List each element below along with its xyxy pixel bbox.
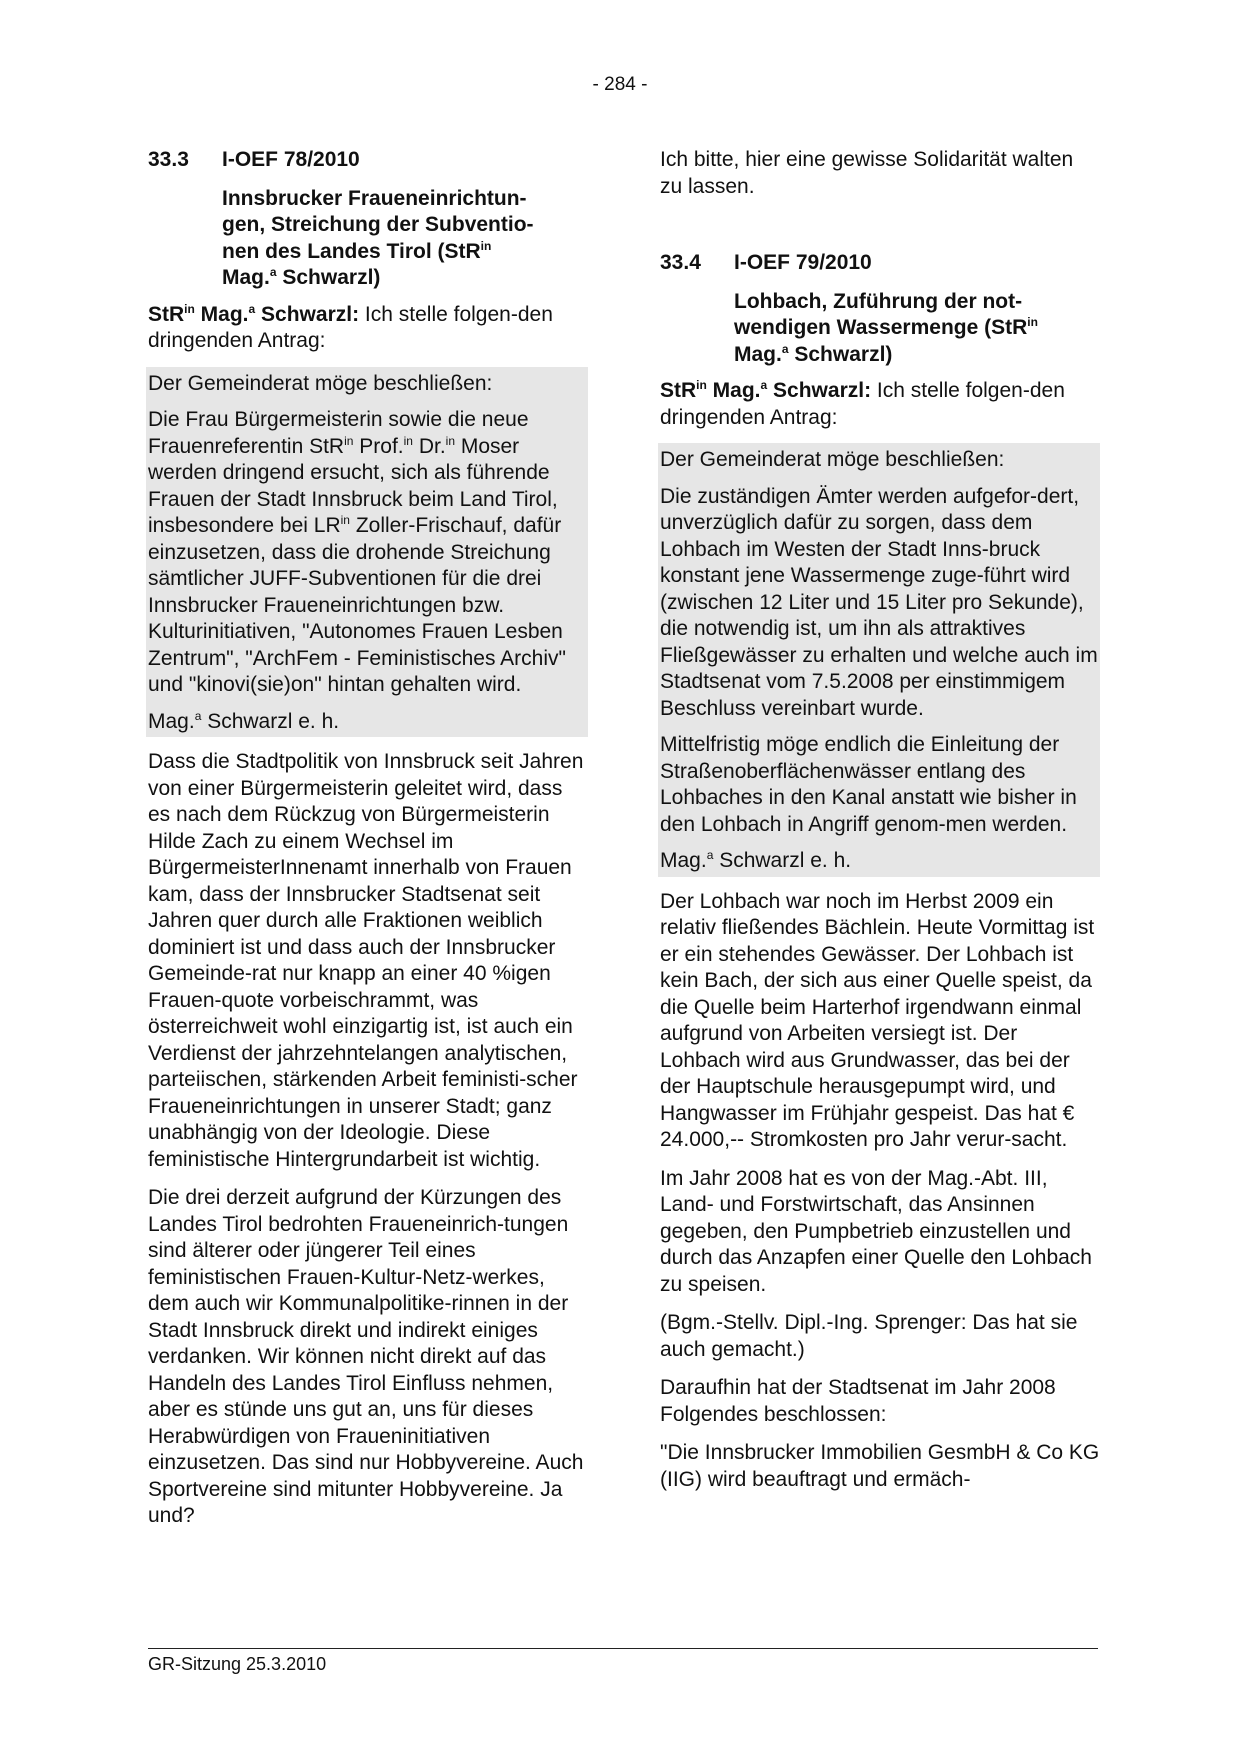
title-line: nen des Landes Tirol (StR — [222, 239, 481, 263]
signature-text: Schwarzl e. h. — [713, 849, 852, 872]
signature-text: Mag. — [148, 709, 195, 733]
page-number: - 284 - — [592, 74, 648, 95]
section-code: I-OEF 79/2010 — [734, 251, 872, 274]
title-line: Mag. — [734, 342, 782, 366]
motion-segment: Prof. — [353, 434, 404, 458]
superscript: a — [248, 301, 256, 316]
footer-text: GR-Sitzung 25.3.2010 — [148, 1654, 327, 1674]
section-title — [222, 186, 588, 292]
motion-heading: Der Gemeinderat möge beschließen: — [660, 448, 1005, 471]
superscript: in — [403, 433, 413, 448]
superscript: a — [194, 708, 202, 723]
motion-signature — [148, 709, 586, 736]
title-line: gen, Streichung der Subventio- — [222, 213, 534, 236]
title-line: Schwarzl) — [276, 266, 381, 289]
title-line: Lohbach, Zuführung der not- — [734, 289, 1023, 313]
motion-text — [148, 407, 586, 699]
section-number: 33.4 — [660, 251, 701, 274]
right-column — [660, 147, 1100, 1505]
motion-box — [658, 443, 1100, 877]
motion-segment: Die Frau Bürgermeisterin sowie die neue Frauenreferentin StR — [148, 408, 529, 458]
speaker: Schwarzl: — [767, 379, 872, 402]
title-line: Schwarzl) — [788, 342, 893, 366]
speaker: Mag. — [706, 379, 761, 402]
section-heading-33-4 — [660, 250, 1100, 277]
title-line: Mag. — [222, 266, 270, 289]
body-paragraph: Daraufhin hat der Stadtsenat im Jahr 2008 Folgendes beschlossen: — [660, 1376, 1056, 1426]
signature-text: Schwarzl e. h. — [201, 709, 340, 733]
superscript: in — [1027, 315, 1038, 329]
superscript: in — [480, 238, 492, 253]
motion-signature — [660, 848, 1098, 875]
intro-paragraph — [660, 378, 1100, 431]
superscript: a — [706, 848, 714, 862]
section-number: 33.3 — [148, 148, 189, 171]
body-paragraph: Der Lohbach war noch im Herbst 2009 ein relativ fließendes Bächlein. Heute Vormittag ist er ein stehendes Gewässer. Der Lohbach ist kein Bach, der sich aus einer Quelle speist, da die Quelle beim Harterhof irgendwann einmal aufgrund von Arbeiten versiegt ist. Der Lohbach wird aus Grundwasser, das bei der der Hauptschule herausgepumpt wird, und Hangwasser im Frühjahr gespeist. Das hat € 24.000,-- Stromkosten pro Jahr verur-sacht. — [660, 889, 1095, 1151]
title-line: Innsbrucker Fraueneinrichtun- — [222, 186, 527, 210]
motion-text: Die zuständigen Ämter werden aufgefor-dert, unverzüglich dafür zu sorgen, dass dem Lohbach im Westen der Stadt Inns-bruck konstant jene Wassermenge zuge-führt wird (zwischen 12 Liter und 15 Liter pro Sekunde), die notwendig ist, um ihn als attraktives Fließgewässer zu erhalten und welche auch im Stadtsenat vom 7.5.2008 per einstimmigem Beschluss vereinbart wurde. — [660, 484, 1098, 720]
left-column — [148, 147, 588, 1542]
intro-paragraph — [148, 302, 588, 355]
section-title — [734, 289, 1100, 369]
superscript: in — [340, 513, 350, 527]
speaker: StR — [148, 302, 185, 326]
superscript: a — [781, 341, 789, 356]
body-paragraph: (Bgm.-Stellv. Dipl.-Ing. Sprenger: Das hat sie auch gemacht.) — [660, 1311, 1078, 1361]
motion-segment: Moser werden dringend ersucht, sich als führende Frauen der Stadt Innsbruck beim Land Tirol, insbesondere bei LR — [148, 434, 558, 537]
speaker: Schwarzl: — [255, 302, 360, 326]
section-heading-33-3 — [148, 147, 588, 174]
speaker: Mag. — [194, 302, 249, 326]
signature-text: Mag. — [660, 849, 707, 872]
intro-text: Ich stelle folgen-den dringenden Antrag: — [148, 302, 553, 352]
superscript: in — [184, 301, 195, 316]
body-paragraph: Die drei derzeit aufgrund der Kürzungen des Landes Tirol bedrohten Fraueneinrich-tungen sind älterer oder jüngerer Teil eines feministischen Frauen-Kultur-Netz-werkes, dem auch wir Kommunalpolitike-rinnen in der Stadt Innsbruck direkt und indirekt einiges verdanken. Wir können nicht direkt auf das Handeln des Landes Tirol Einfluss nehmen, aber es stünde uns gut an, uns für dieses Herabwürdigen von Fraueninitiativen einzusetzen. Das sind nur Hobbyvereine. Auch Sportvereine sind mitunter Hobbyvereine. Ja und? — [148, 1186, 584, 1527]
body-paragraph: "Die Innsbrucker Immobilien GesmbH & Co KG (IIG) wird beauftragt und ermäch- — [660, 1441, 1100, 1491]
title-line: wendigen Wassermenge (StR — [734, 316, 1028, 339]
speaker: StR — [660, 379, 697, 402]
motion-text: Mittelfristig möge endlich die Einleitung der Straßenoberflächenwässer entlang des Lohbaches in den Kanal anstatt wie bisher in den Lohbach in Angriff genom-men werden. — [660, 733, 1077, 836]
superscript: a — [760, 378, 768, 392]
intro-text: Ich stelle folgen-den dringenden Antrag: — [660, 379, 1065, 429]
motion-box — [146, 367, 588, 738]
superscript: a — [269, 265, 277, 279]
motion-heading: Der Gemeinderat möge beschließen: — [148, 371, 493, 395]
superscript: in — [445, 433, 455, 448]
section-code: I-OEF 78/2010 — [222, 148, 360, 171]
body-paragraph: Im Jahr 2008 hat es von der Mag.-Abt. III, Land- und Forstwirtschaft, das Ansinnen gegeben, den Pumpbetrieb einzustellen und durch das Anzapfen einer Quelle den Lohbach zu speisen. — [660, 1166, 1092, 1296]
superscript: in — [696, 378, 707, 392]
body-paragraph: Dass die Stadtpolitik von Innsbruck seit Jahren von einer Bürgermeisterin geleitet wird, dass es nach dem Rückzug von Bürgermeisterin Hilde Zach zu einem Wechsel im BürgermeisterInnenamt innerhalb von Frauen kam, dass der Innsbrucker Stadtsenat seit Jahren quer durch alle Fraktionen weiblich dominiert ist und dass auch der Innsbrucker Gemeinde-rat nur knapp an einer 40 %igen Frauen-quote vorbeischrammt, was österreichweit wohl einzigartig ist, ist auch ein Verdienst der jahrzehntelangen analytischen, parteiischen, stärkenden Arbeit feministi-scher Fraueneinrichtungen in unserer Stadt; ganz unabhängig von der Ideologie. Diese feministische Hintergrundarbeit ist wichtig. — [148, 750, 584, 1171]
footer-divider — [148, 1648, 1098, 1649]
superscript: in — [344, 433, 354, 448]
motion-segment: Dr. — [412, 434, 446, 458]
motion-segment: Zoller-Frischauf, dafür einzusetzen, dass die drohende Streichung sämtlicher JUFF-Subventionen für die drei Innsbrucker Fraueneinrichtungen bzw. Kulturinitiativen, "Autonomes Frauen Lesben Zentrum", "ArchFem - Feministisches Archiv" und "kinovi(sie)on" hintan gehalten wird. — [148, 514, 566, 696]
body-paragraph: Ich bitte, hier eine gewisse Solidarität walten zu lassen. — [660, 148, 1074, 198]
